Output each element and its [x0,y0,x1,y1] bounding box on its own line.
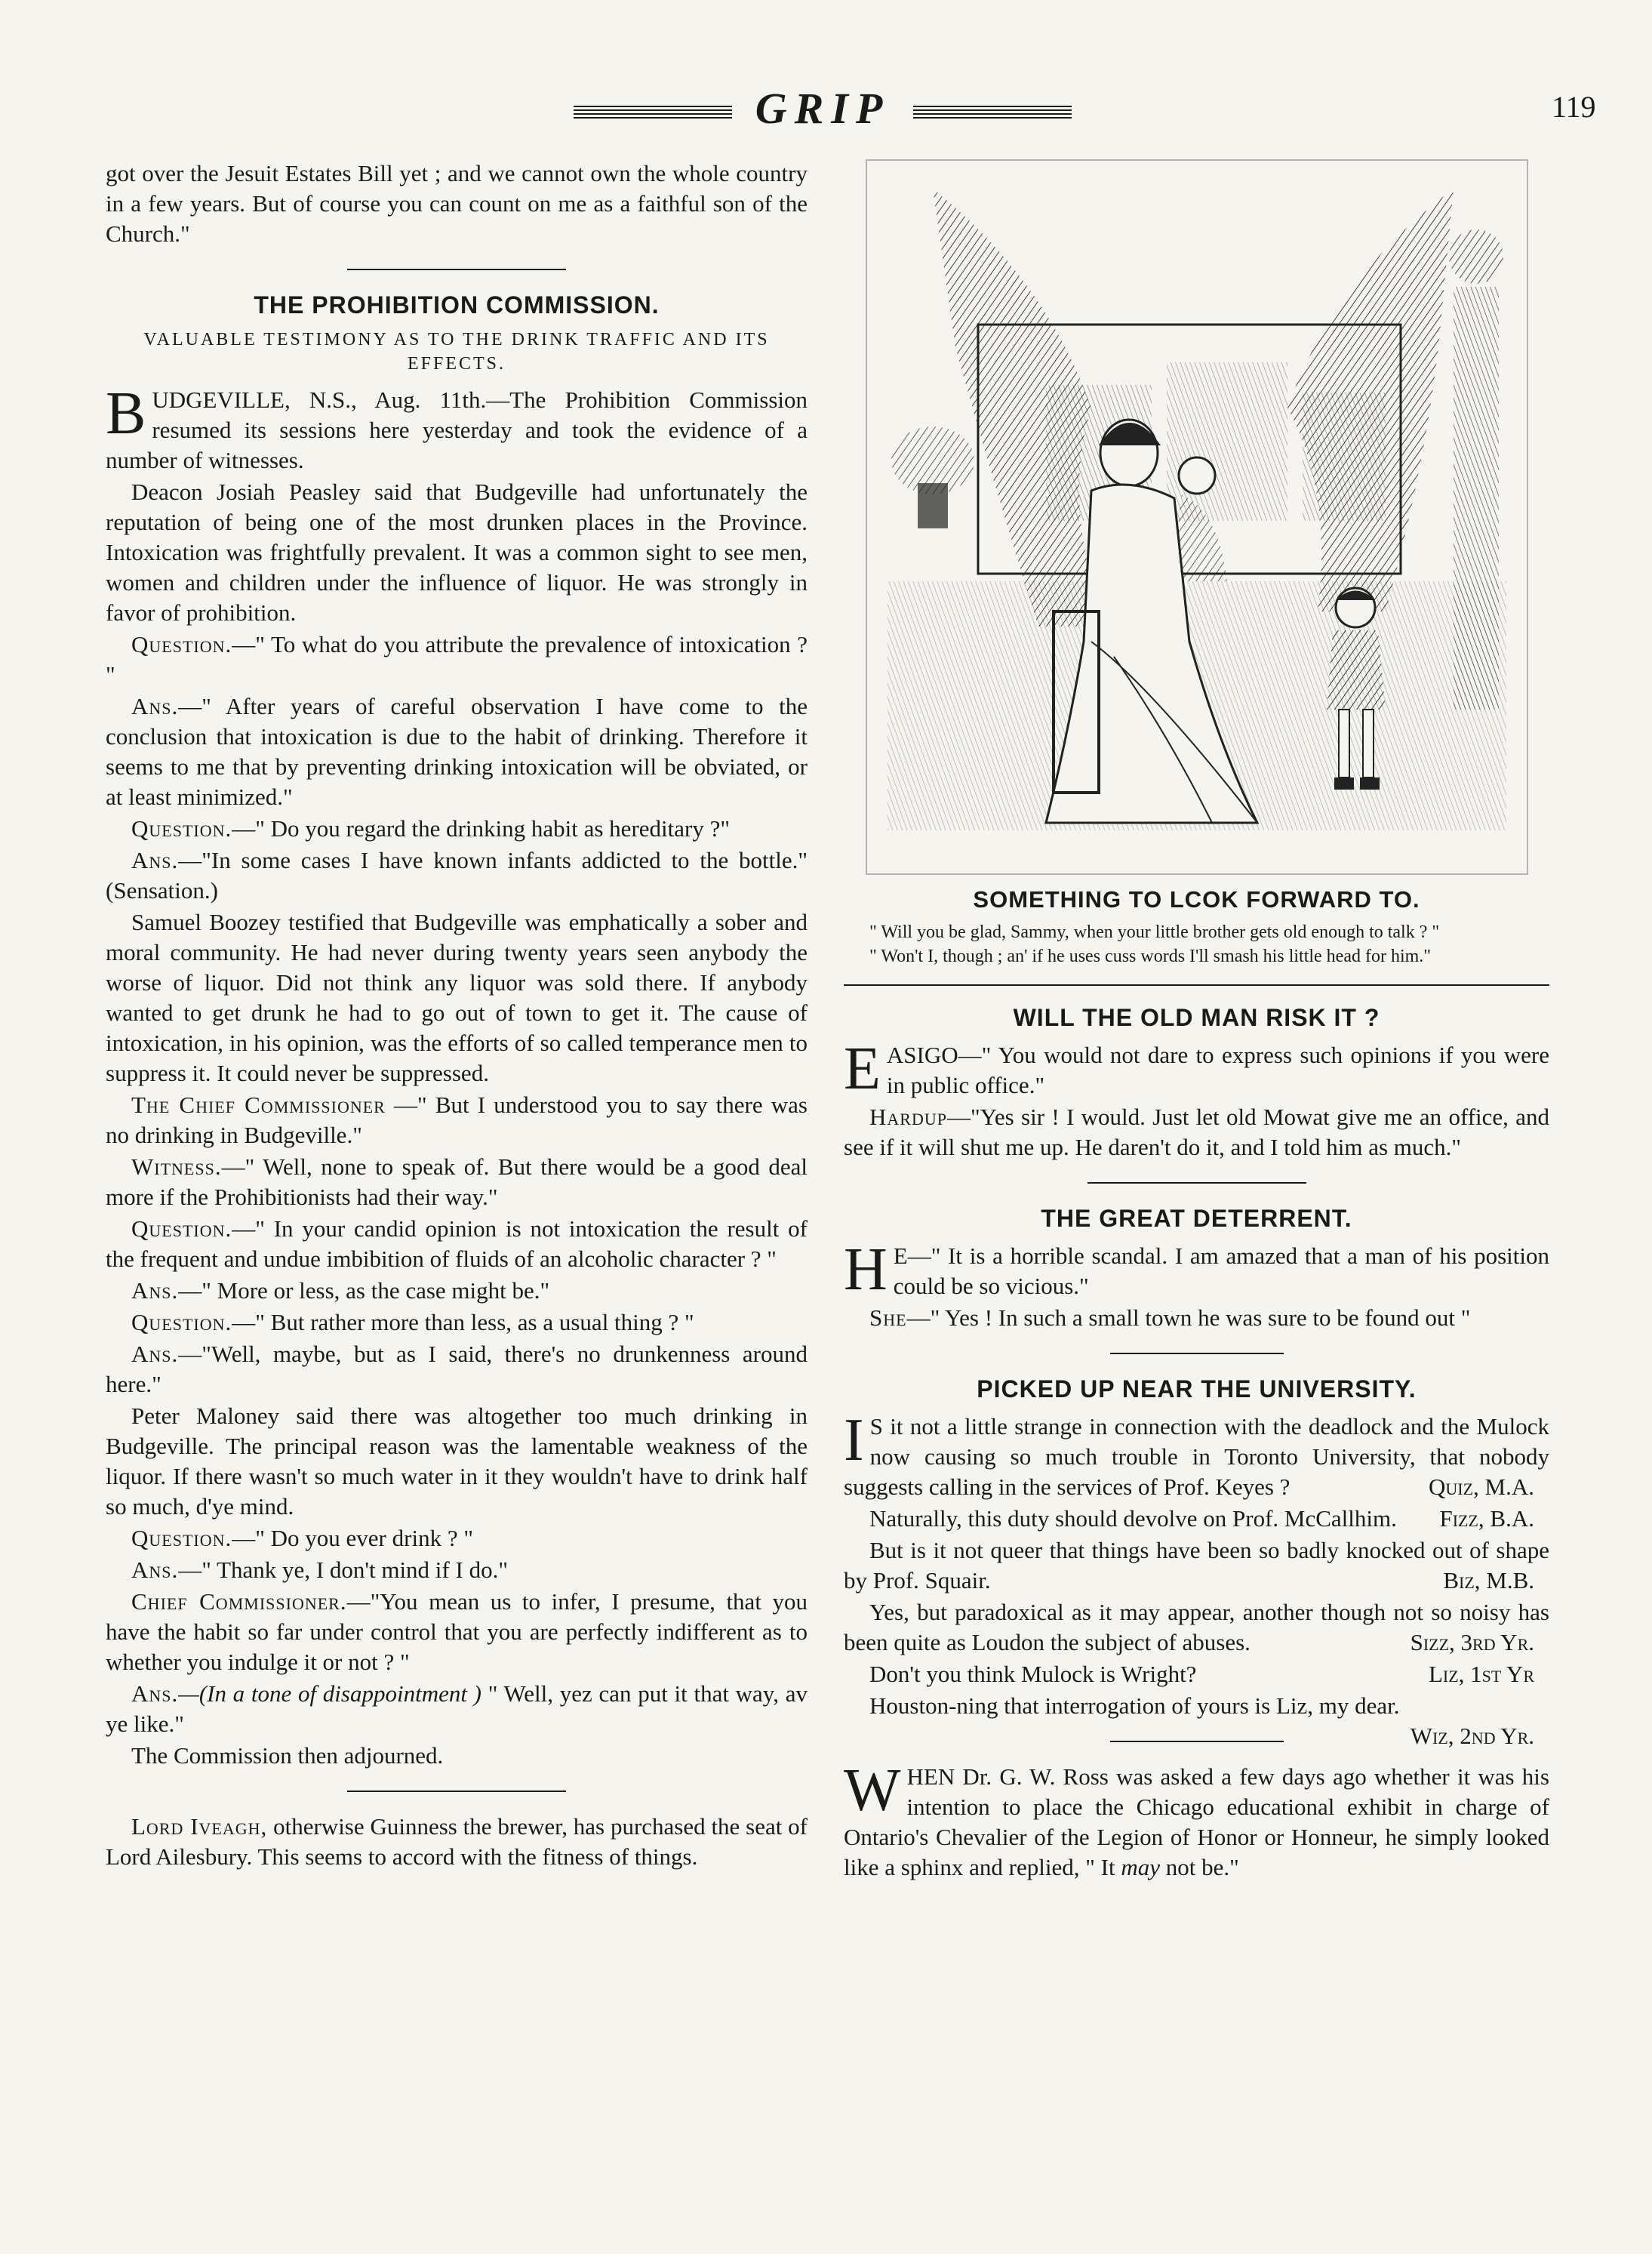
paragraph [844,1659,1549,1689]
iveagh-paragraph [106,1812,808,1872]
speaker-label: Witness. [131,1153,222,1180]
speaker-label: Ans. [131,1680,179,1707]
paragraph: Deacon Josiah Peasley said that Budgeville had unfortunately the reputation of being one of the most drunken places in the Province. Intoxication was frightfully prevalent. It was a common sight to see men, women and children under the influence of liquor. He was strongly in favor of prohibition. [106,479,808,626]
ross-emphasis: may [1121,1854,1160,1880]
paragraph [844,1597,1549,1658]
deterrent-lead [844,1236,1549,1303]
dialogue-line [106,630,808,690]
page-number: 119 [1552,90,1596,124]
dialogue-text: —" In your candid opinion is not intoxication the result of the frequent and undue imbibition of fluids of an alcoholic character ? " [106,1215,808,1272]
dialogue-line [106,1555,808,1585]
right-column [844,159,1549,1884]
section-divider [1110,1353,1284,1354]
masthead [574,83,1072,143]
cartoon-title: SOMETHING TO LCOK FORWARD TO. [973,886,1420,913]
prohibition-subheadline: VALUABLE TESTIMONY AS TO THE DRINK TRAFFIC AND ITS EFFECTS. [143,330,770,374]
dialogue-line [844,1303,1549,1333]
dialogue-text: —" Thank ye, I don't mind if I do." [178,1557,508,1583]
lead-text: ASIGO—" You would not dare to express such opinions if you were in public office." [886,1042,1549,1098]
dialogue-line [106,1276,808,1306]
dialogue-line [106,1523,808,1553]
lead-text: S it not a little strange in connection with the deadlock and the Mulock now causing so much trouble in Toronto University, that nobody suggests calling in the services of Prof. Keyes ? [844,1413,1549,1500]
cartoon-illustration [865,159,1529,876]
drop-cap: B [106,380,146,447]
university-headline: PICKED UP NEAR THE UNIVERSITY. [977,1375,1417,1403]
iveagh-text: otherwise Guinness the brewer, has purchased the seat of Lord Ailesbury. This seems to accord with the fitness of things. [106,1813,808,1870]
dialogue-line [106,1339,808,1400]
cartoon-mother-children-window-icon [865,159,1529,876]
signature: Biz, M.B. [1443,1567,1534,1594]
dialogue-text: —" More or less, as the case might be." [178,1277,550,1304]
dialogue-text: —" Do you ever drink ? " [232,1525,473,1551]
signature: Sizz, 3rd Yr. [1410,1629,1534,1655]
dialogue-text: —"In some cases I have known infants addicted to the bottle." (Sensation.) [106,847,808,904]
paragraph [844,1504,1549,1534]
old-man-lead [844,1036,1549,1102]
speaker-label: Ans. [131,847,179,873]
dialogue-text: —" But rather more than less, as a usual thing ? " [232,1309,694,1335]
dialogue-line [106,1587,808,1677]
ross-text: HEN Dr. G. W. Ross was asked a few days ago whether it was his intention to place the Chicago educational exhibit in charge of Ontario's Chevalier of the Legion of Honor or Honneur, he simply looked like a sphinx and replied, " It [844,1763,1549,1880]
speaker-label: Ans. [131,693,179,719]
dialogue-line [106,814,808,844]
lead-text: UDGEVILLE, N.S., Aug. 11th.—The Prohibition Commission resumed its sessions here yesterday and took the evidence of a number of witnesses. [106,386,808,473]
dialogue-line [106,1152,808,1212]
speaker-label: Question. [131,1309,232,1335]
masthead-title: GRIP [755,84,891,133]
dialogue-text: —"Yes sir ! I would. Just let old Mowat give me an office, and see if it will shut me up. He daren't do it, and I told him as much." [844,1104,1549,1160]
speaker-label: She [869,1304,907,1331]
drop-cap: E [844,1036,881,1102]
paragraph-text: Houston-ning that interrogation of yours is Liz, my dear. [869,1692,1400,1719]
university-lead [844,1407,1549,1502]
dialogue-text: —"Well, maybe, but as I said, there's no drunkenness around here." [106,1341,808,1397]
signature: Liz, 1st Yr [1428,1661,1534,1687]
signature: Fizz, B.A. [1439,1505,1534,1532]
masthead-rule-left [574,106,732,119]
speaker-label: Question. [131,815,232,842]
masthead-rule-right [913,106,1072,119]
speaker-label: Ans. [131,1557,179,1583]
dialogue-text: —" Do you regard the drinking habit as hereditary ?" [232,815,730,842]
prohibition-lead [106,380,808,476]
cartoon-line: " Won't I, though ; an' if he uses cuss words I'll smash his little head for him." [869,947,1432,966]
dialogue-line [106,1307,808,1338]
speaker-label: Ans. [131,1277,179,1304]
section-divider [844,984,1549,986]
paragraph: Samuel Boozey testified that Budgeville was emphatically a sober and moral community. He had never during twenty years seen anybody the worse of liquor. Did not think any liquor was sold there. If anybody wanted to get drunk he had to go out of town to get it. The cause of intoxication, in his opinion, was the efforts of so called temperance men to suppress it. It could never be suppressed. [106,909,808,1086]
dialogue-line [106,691,808,812]
paragraph-text: Yes, but paradoxical as it may appear, another though not so noisy has been quite as Loudon the subject of abuses. [844,1599,1549,1655]
paragraph-text: But is it not queer that things have been so badly knocked out of shape by Prof. Squair. [844,1537,1549,1594]
stage-direction: —(In a tone of disappointment ) [178,1680,481,1707]
dialogue-text: " Well, yez can put it that way, av ye like." [106,1680,808,1737]
signature: Wiz, 2nd Yr. [1410,1723,1534,1749]
paragraph-text: Naturally, this duty should devolve on Prof. McCallhim. [869,1505,1397,1532]
dialogue-text: —"You mean us to infer, I presume, that you have the habit so far under control that you are perfectly indifferent as to whether you indulge it or not ? " [106,1588,808,1675]
prohibition-headline: THE PROHIBITION COMMISSION. [254,291,660,319]
dialogue-text: —" Yes ! In such a small town he was sure to be found out " [906,1304,1471,1331]
drop-cap: I [844,1407,864,1473]
speaker-label: Question. [131,631,232,657]
dialogue-line [106,1214,808,1274]
paragraph [844,1691,1549,1749]
paragraph: Peter Maloney said there was altogether too much drinking in Budgeville. The principal reason was the lamentable weakness of the liquor. If there wasn't so much water in it they wouldn't have to drink half so much, d'ye mind. [106,1403,808,1520]
iveagh-name: Lord Iveagh, [131,1813,268,1840]
lead-text: E—" It is a horrible scandal. I am amazed that a man of his position could be so vicious." [893,1242,1549,1299]
dialogue-line [106,1090,808,1150]
dialogue-text: —" Well, none to speak of. But there would be a good deal more if the Prohibitionists had their way." [106,1153,808,1210]
dialogue-text: —" But I understood you to say there was no drinking in Budgeville." [106,1092,808,1148]
ross-text-end: not be." [1160,1854,1239,1880]
paragraph [844,1535,1549,1596]
section-divider [1110,1741,1284,1742]
speaker-label: Hardup [869,1104,947,1130]
speaker-label: Ans. [131,1341,179,1367]
section-divider [1087,1182,1306,1184]
old-man-headline: WILL THE OLD MAN RISK IT ? [1013,1004,1380,1031]
dialogue-line [106,845,808,906]
speaker-label: Question. [131,1525,232,1551]
speaker-label: Chief Commissioner. [131,1588,347,1615]
dialogue-line [844,1102,1549,1162]
paragraph-text: Don't you think Mulock is Wright? [869,1661,1197,1687]
speaker-label: The Chief Commissioner [131,1092,386,1118]
dialogue-text: —" After years of careful observation I have come to the conclusion that intoxication is due to the habit of drinking. Therefore it seems to me that by preventing drinking intoxication will be obviated, or at least minimized." [106,693,808,810]
signature: Quiz, M.A. [1429,1473,1534,1500]
speaker-label: Question. [131,1215,232,1242]
ross-paragraph [844,1757,1549,1883]
section-divider [347,269,566,270]
deterrent-headline: THE GREAT DETERRENT. [1041,1205,1352,1232]
left-column [106,159,808,1874]
cartoon-line: " Will you be glad, Sammy, when your little brother gets old enough to talk ? " [869,922,1440,942]
drop-cap: H [844,1236,888,1303]
closing-line: The Commission then adjourned. [131,1742,444,1769]
drop-cap: W [844,1757,901,1824]
opening-paragraph: got over the Jesuit Estates Bill yet ; and we cannot own the whole country in a few years. But of course you can count on me as a faithful son of the Church." [106,160,808,247]
section-divider [347,1791,566,1792]
dialogue-line [106,1679,808,1739]
dialogue-text: —" To what do you attribute the prevalence of intoxication ? " [106,631,808,688]
